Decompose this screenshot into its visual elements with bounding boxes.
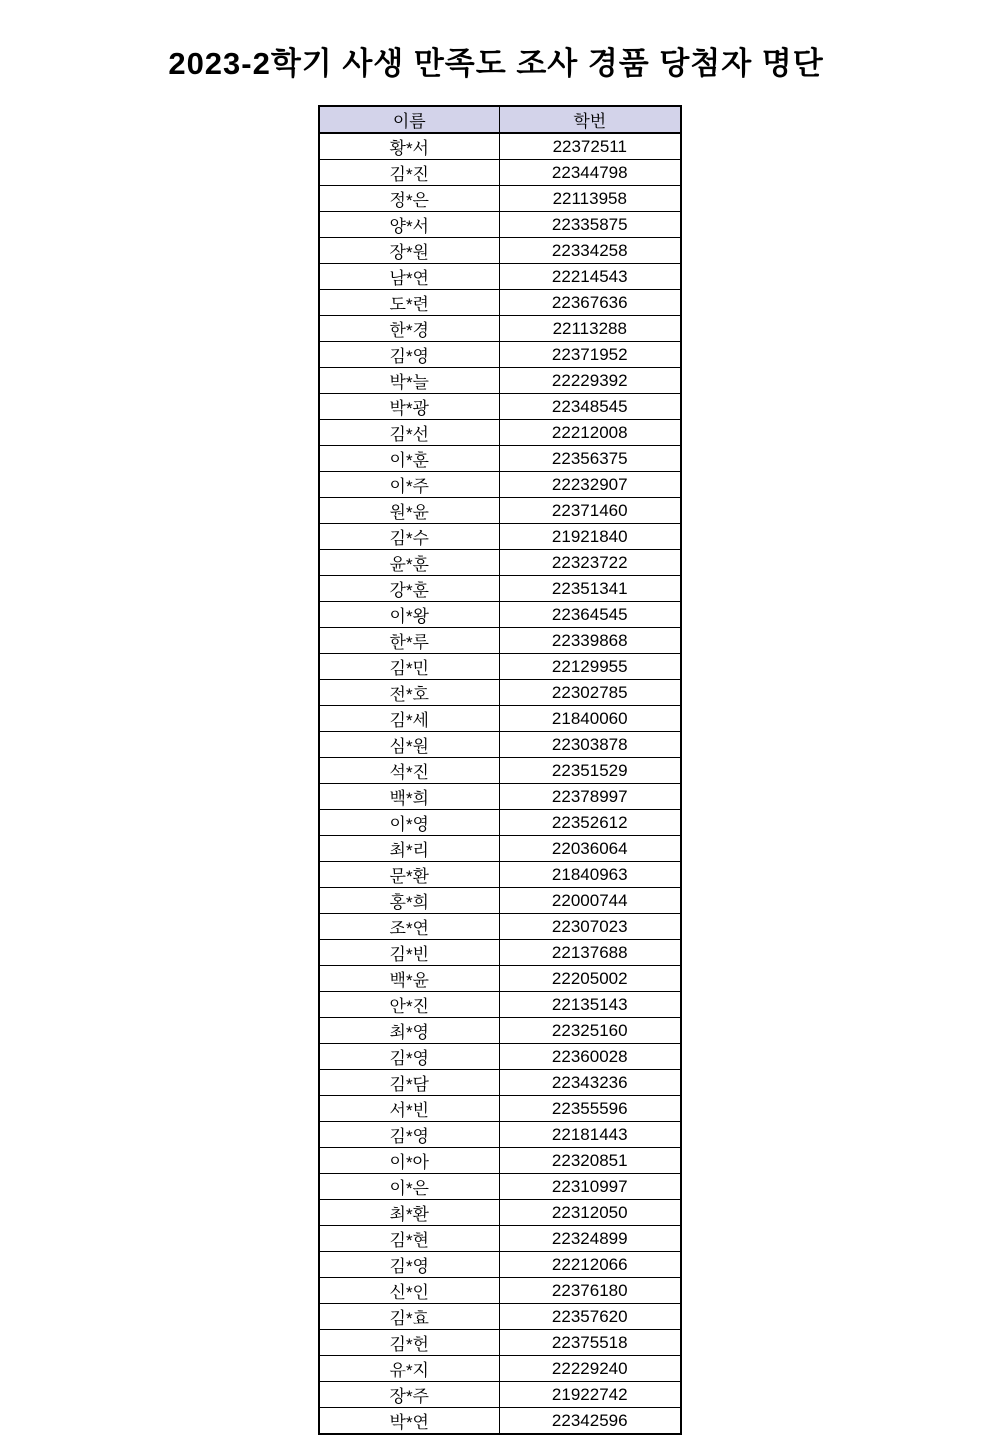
winner-name: 김*빈 [319, 940, 499, 966]
table-row [319, 238, 681, 264]
table-row [319, 706, 681, 732]
winner-student-id: 22113958 [499, 186, 681, 212]
winners-tbody [319, 133, 681, 1434]
winner-name: 최*리 [319, 836, 499, 862]
table-row [319, 316, 681, 342]
winner-name: 장*주 [319, 1382, 499, 1408]
table-row [319, 628, 681, 654]
table-row [319, 342, 681, 368]
table-row [319, 524, 681, 550]
winner-student-id: 22360028 [499, 1044, 681, 1070]
winner-name: 강*훈 [319, 576, 499, 602]
winner-student-id: 22229392 [499, 368, 681, 394]
winner-name: 이*주 [319, 472, 499, 498]
winner-student-id: 22232907 [499, 472, 681, 498]
table-row [319, 446, 681, 472]
table-row [319, 940, 681, 966]
winner-student-id: 22351341 [499, 576, 681, 602]
winner-name: 김*수 [319, 524, 499, 550]
table-row [319, 1252, 681, 1278]
winner-student-id: 22113288 [499, 316, 681, 342]
table-row [319, 212, 681, 238]
winner-student-id: 22129955 [499, 654, 681, 680]
winner-student-id: 22000744 [499, 888, 681, 914]
winner-student-id: 22352612 [499, 810, 681, 836]
table-row [319, 290, 681, 316]
winner-name: 이*은 [319, 1174, 499, 1200]
table-row [319, 498, 681, 524]
table-row [319, 1122, 681, 1148]
table-row [319, 992, 681, 1018]
table-row [319, 1174, 681, 1200]
winner-name: 홍*희 [319, 888, 499, 914]
table-row [319, 1070, 681, 1096]
winner-name: 장*원 [319, 238, 499, 264]
winner-student-id: 22303878 [499, 732, 681, 758]
winner-student-id: 22334258 [499, 238, 681, 264]
winner-name: 김*영 [319, 342, 499, 368]
winner-name: 신*인 [319, 1278, 499, 1304]
table-row [319, 1044, 681, 1070]
winner-name: 김*헌 [319, 1330, 499, 1356]
winner-name: 황*서 [319, 133, 499, 160]
table-row [319, 758, 681, 784]
winner-name: 김*민 [319, 654, 499, 680]
table-row [319, 654, 681, 680]
winner-name: 김*현 [319, 1226, 499, 1252]
winner-name: 백*윤 [319, 966, 499, 992]
winner-student-id: 22367636 [499, 290, 681, 316]
table-row [319, 472, 681, 498]
winner-name: 서*빈 [319, 1096, 499, 1122]
table-row [319, 576, 681, 602]
winner-student-id: 22036064 [499, 836, 681, 862]
table-row [319, 264, 681, 290]
column-header-student-id: 학번 [499, 106, 681, 133]
winner-student-id: 22357620 [499, 1304, 681, 1330]
winner-student-id: 21922742 [499, 1382, 681, 1408]
winners-table-header [319, 106, 681, 133]
winner-student-id: 22307023 [499, 914, 681, 940]
winner-student-id: 22339868 [499, 628, 681, 654]
winner-name: 이*훈 [319, 446, 499, 472]
winner-name: 김*세 [319, 706, 499, 732]
winner-student-id: 22376180 [499, 1278, 681, 1304]
winner-name: 유*지 [319, 1356, 499, 1382]
winner-student-id: 22135143 [499, 992, 681, 1018]
winner-name: 한*경 [319, 316, 499, 342]
winner-name: 최*환 [319, 1200, 499, 1226]
winner-name: 석*진 [319, 758, 499, 784]
winner-name: 이*영 [319, 810, 499, 836]
winner-student-id: 22212008 [499, 420, 681, 446]
winner-student-id: 22214543 [499, 264, 681, 290]
winner-name: 박*연 [319, 1408, 499, 1435]
winner-name: 김*효 [319, 1304, 499, 1330]
winner-student-id: 22137688 [499, 940, 681, 966]
winner-student-id: 22302785 [499, 680, 681, 706]
winner-name: 박*늘 [319, 368, 499, 394]
winner-student-id: 22356375 [499, 446, 681, 472]
winner-student-id: 21840963 [499, 862, 681, 888]
header-row [319, 106, 681, 133]
table-row [319, 602, 681, 628]
winner-student-id: 22371460 [499, 498, 681, 524]
winner-student-id: 22348545 [499, 394, 681, 420]
table-row [319, 160, 681, 186]
winner-name: 심*원 [319, 732, 499, 758]
winner-name: 백*희 [319, 784, 499, 810]
table-row [319, 680, 681, 706]
winner-name: 윤*훈 [319, 550, 499, 576]
table-row [319, 420, 681, 446]
table-row [319, 1278, 681, 1304]
winner-student-id: 22325160 [499, 1018, 681, 1044]
winner-student-id: 22323722 [499, 550, 681, 576]
table-row [319, 394, 681, 420]
winner-name: 최*영 [319, 1018, 499, 1044]
table-row [319, 1096, 681, 1122]
winner-student-id: 22375518 [499, 1330, 681, 1356]
winner-name: 조*연 [319, 914, 499, 940]
winner-student-id: 22320851 [499, 1148, 681, 1174]
winner-student-id: 22205002 [499, 966, 681, 992]
winner-name: 남*연 [319, 264, 499, 290]
winner-student-id: 22364545 [499, 602, 681, 628]
winner-student-id: 22212066 [499, 1252, 681, 1278]
winner-student-id: 22344798 [499, 160, 681, 186]
winner-student-id: 22371952 [499, 342, 681, 368]
winner-name: 박*광 [319, 394, 499, 420]
table-row [319, 862, 681, 888]
table-row [319, 1356, 681, 1382]
winner-name: 양*서 [319, 212, 499, 238]
winner-name: 도*련 [319, 290, 499, 316]
table-row [319, 1382, 681, 1408]
winner-student-id: 22324899 [499, 1226, 681, 1252]
winner-student-id: 22335875 [499, 212, 681, 238]
winner-student-id: 22342596 [499, 1408, 681, 1435]
winner-student-id: 21840060 [499, 706, 681, 732]
table-row [319, 1148, 681, 1174]
winner-name: 김*영 [319, 1044, 499, 1070]
table-row [319, 836, 681, 862]
table-row [319, 1330, 681, 1356]
table-row [319, 133, 681, 160]
table-row [319, 1226, 681, 1252]
winner-student-id: 22378997 [499, 784, 681, 810]
table-row [319, 784, 681, 810]
table-row [319, 1408, 681, 1435]
winner-name: 이*왕 [319, 602, 499, 628]
winner-name: 김*영 [319, 1122, 499, 1148]
winner-student-id: 22312050 [499, 1200, 681, 1226]
winners-table [318, 105, 682, 1435]
winner-student-id: 21921840 [499, 524, 681, 550]
table-row [319, 966, 681, 992]
table-row [319, 368, 681, 394]
table-row [319, 732, 681, 758]
table-row [319, 550, 681, 576]
table-row [319, 914, 681, 940]
winner-name: 김*진 [319, 160, 499, 186]
table-row [319, 1200, 681, 1226]
column-header-name: 이름 [319, 106, 499, 133]
winner-student-id: 22310997 [499, 1174, 681, 1200]
winner-name: 문*환 [319, 862, 499, 888]
winner-student-id: 22181443 [499, 1122, 681, 1148]
winner-student-id: 22355596 [499, 1096, 681, 1122]
winner-name: 원*윤 [319, 498, 499, 524]
winner-student-id: 22229240 [499, 1356, 681, 1382]
winner-name: 김*영 [319, 1252, 499, 1278]
winner-name: 김*선 [319, 420, 499, 446]
table-row [319, 810, 681, 836]
table-row [319, 186, 681, 212]
winner-name: 한*루 [319, 628, 499, 654]
winner-student-id: 22351529 [499, 758, 681, 784]
winner-name: 이*아 [319, 1148, 499, 1174]
page-title: 2023-2학기 사생 만족도 조사 경품 당첨자 명단 [168, 46, 824, 81]
winner-name: 전*호 [319, 680, 499, 706]
winner-student-id: 22372511 [499, 133, 681, 160]
table-row [319, 1304, 681, 1330]
table-row [319, 888, 681, 914]
winner-name: 김*담 [319, 1070, 499, 1096]
winner-name: 정*은 [319, 186, 499, 212]
winner-student-id: 22343236 [499, 1070, 681, 1096]
winner-name: 안*진 [319, 992, 499, 1018]
table-row [319, 1018, 681, 1044]
